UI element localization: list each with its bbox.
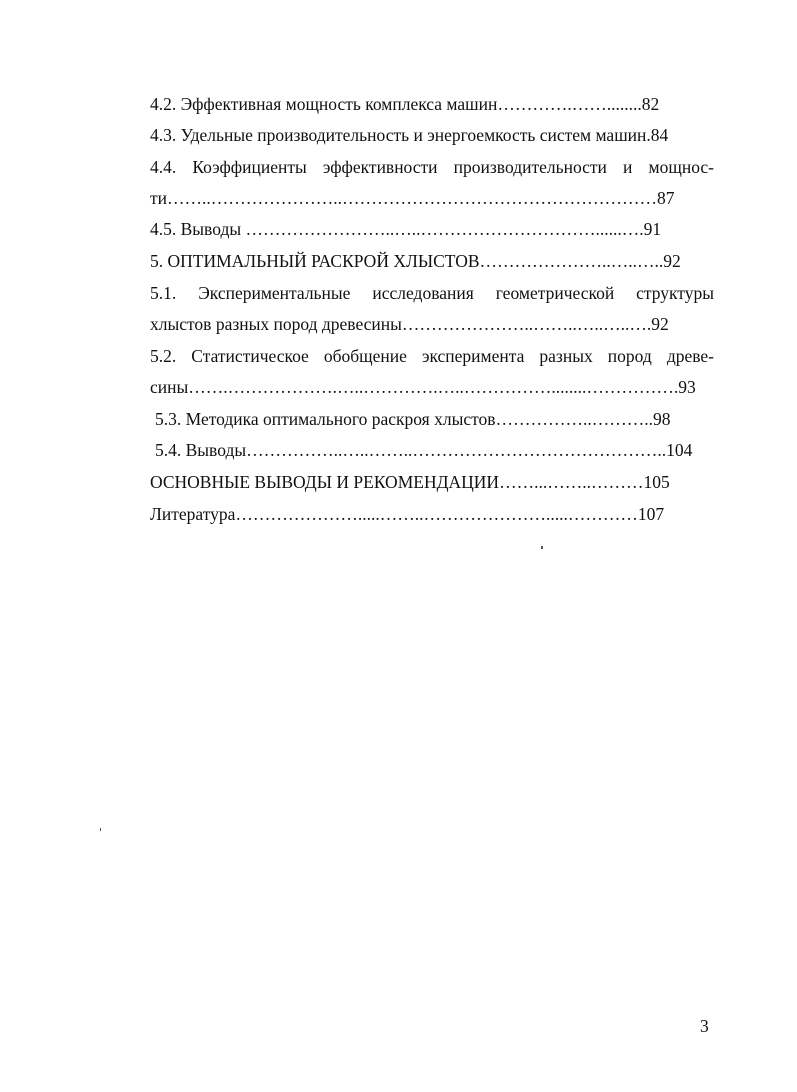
toc-entry-5-3: 5.3. Методика оптимального раскроя хлыстов……………..………..98 [155,409,671,429]
toc-entry-chapter-5: 5. ОПТИМАЛЬНЫЙ РАСКРОЙ ХЛЫСТОВ…………………..…..…..92 [150,251,681,271]
scan-speck [100,828,101,831]
page-number: 3 [700,1016,709,1036]
toc-entry-4-3: 4.3. Удельные производительность и энергоемкость систем машин.84 [150,125,669,145]
toc-entry-5-2-continued: сины…….……………….…..………….…..……………........…………….93 [150,377,696,397]
toc-entry-5-4: 5.4. Выводы……………..…..……..……………………………………..104 [155,440,693,460]
toc-entry-4-4: 4.4. Коэффициенты эффективности производительности и мощнос- [150,157,714,177]
toc-entry-5-1-continued: хлыстов разных пород древесины…………………..……..…..…..….92 [150,314,669,334]
scan-speck [541,546,543,549]
toc-entry-conclusions: ОСНОВНЫЕ ВЫВОДЫ И РЕКОМЕНДАЦИИ……...……..………105 [150,472,670,492]
toc-entry-5-2: 5.2. Статистическое обобщение эксперимента разных пород древе- [150,346,714,366]
toc-entry-4-5: 4.5. Выводы ……………………..…..…………………………......….91 [150,219,662,239]
toc-entry-5-1: 5.1. Экспериментальные исследования геометрической структуры [150,283,714,303]
toc-entry-literature: Литература………………….....……..………………….....…………107 [150,504,665,524]
toc-entry-4-4-continued: ти……..…………………..………………………………………………87 [150,188,675,208]
toc-entry-4-2: 4.2. Эффективная мощность комплекса машин………….……........82 [150,94,660,114]
